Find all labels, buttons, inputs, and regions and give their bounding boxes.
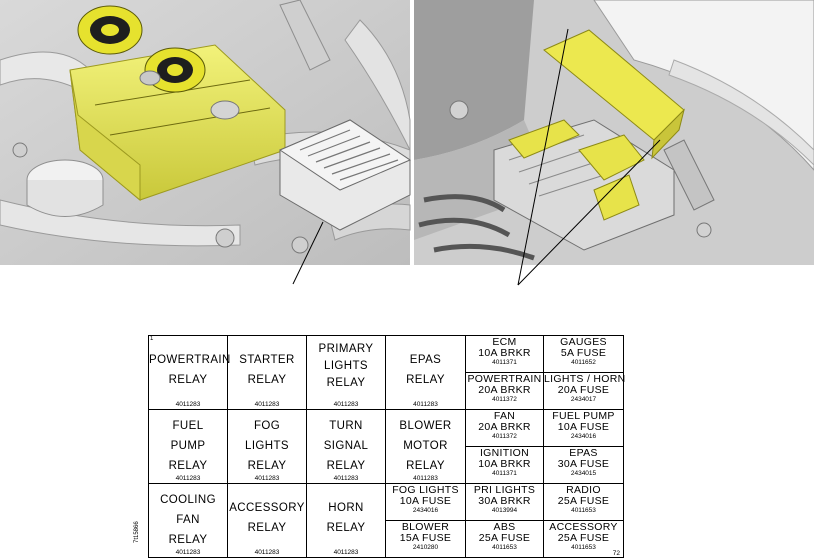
relay-label-line: RELAY — [326, 522, 366, 534]
relay-label-line: FAN — [176, 514, 200, 526]
relay-label-line: RELAY — [406, 374, 445, 386]
fuse-rating: 20A BRKR — [478, 421, 531, 433]
callout-line-fuse-box — [293, 222, 323, 284]
fuse-name: POWERTRAIN — [467, 373, 542, 385]
part-number: 2434016 — [570, 433, 597, 440]
gauges-fuse-cell — [544, 336, 624, 373]
fuse-name: RADIO — [566, 484, 601, 496]
relay-label-line: STARTER — [239, 354, 295, 366]
fuse-name: ABS — [493, 521, 516, 533]
ecm-fuse-cell — [466, 336, 544, 373]
relay-label-line: PUMP — [170, 440, 206, 452]
vertical-code: 7t15866 — [134, 521, 140, 543]
fuse-name: ACCESSORY — [549, 521, 618, 533]
part-number: 4011653 — [492, 544, 517, 551]
relay-label-line: RELAY — [326, 460, 366, 472]
relay-label-line: EPAS — [409, 354, 442, 366]
turn-signal-relay-cell — [307, 410, 386, 484]
fuel-pump-relay-cell — [149, 410, 228, 484]
relay-label-line: RELAY — [247, 374, 287, 386]
fuse-name: FAN — [493, 410, 516, 422]
part-number: 2434015 — [570, 470, 597, 477]
fuse-name: LIGHTS / HORN — [544, 373, 626, 385]
part-number: 4011371 — [492, 359, 517, 366]
horn-relay-cell — [307, 484, 386, 558]
fuse-name: FUEL PUMP — [552, 410, 615, 422]
part-number: 2410280 — [412, 544, 439, 551]
relay-label-line: COOLING — [160, 494, 216, 506]
relay-label-line: RELAY — [247, 460, 287, 472]
fuse-box-label — [134, 335, 626, 558]
relay-label-line: RELAY — [168, 534, 208, 546]
primary-lights-relay-cell — [307, 336, 386, 410]
relay-label-line: LIGHTS — [324, 360, 368, 372]
relay-label-line: POWERTRAIN — [149, 354, 231, 366]
fog-lights-fuse-cell — [386, 484, 466, 521]
fuse-rating: 15A FUSE — [399, 532, 452, 544]
ignition-breaker-cell — [466, 447, 544, 484]
part-number: 4011372 — [492, 396, 517, 403]
fuse-rating: 5A FUSE — [560, 347, 607, 359]
relay-label-line: SIGNAL — [323, 440, 369, 452]
part-number: 4011283 — [175, 401, 201, 408]
relay-label-line: PRIMARY — [318, 343, 374, 355]
accessory-fuse-cell — [544, 521, 624, 558]
starter-relay-cell — [228, 336, 307, 410]
part-number: 4011372 — [492, 433, 517, 440]
pri-lights-breaker-cell — [466, 484, 544, 521]
relay-label-line: RELAY — [326, 377, 366, 389]
epas-fuse-cell — [544, 447, 624, 484]
corner-mark: 1 — [150, 336, 154, 342]
relay-label-line: RELAY — [247, 522, 287, 534]
part-number: 4011283 — [254, 401, 280, 408]
part-number: 4011371 — [492, 470, 517, 477]
part-number: 2434016 — [412, 507, 439, 514]
part-number: 2434017 — [570, 396, 597, 403]
relay-label-line: FUEL — [172, 420, 204, 432]
fog-lights-relay-cell — [228, 410, 307, 484]
accessory-relay-cell — [228, 484, 307, 558]
tail-mark: 72 — [612, 550, 620, 557]
part-number: 4013994 — [491, 507, 518, 514]
part-number: 4011283 — [175, 475, 201, 482]
relay-label-line: HORN — [328, 502, 364, 514]
fuse-rating: 10A FUSE — [557, 421, 610, 433]
part-number: 4011283 — [333, 475, 359, 482]
part-number: 4011283 — [254, 549, 280, 556]
part-number: 4011653 — [571, 507, 596, 514]
relay-label-line: FOG — [253, 420, 281, 432]
lights-horn-fuse-cell — [544, 373, 624, 410]
fuse-rating: 30A BRKR — [478, 495, 531, 507]
fuse-name: EPAS — [569, 447, 598, 459]
relay-label-line: ACCESSORY — [229, 502, 305, 514]
part-number: 4011283 — [175, 549, 201, 556]
relay-label-line: BLOWER — [399, 420, 452, 432]
blower-motor-relay-cell — [386, 410, 466, 484]
radio-fuse-cell — [544, 484, 624, 521]
part-number: 4011652 — [571, 359, 596, 366]
abs-fuse-cell — [466, 521, 544, 558]
relay-label-line: RELAY — [168, 374, 208, 386]
fuel-pump-fuse-cell — [544, 410, 624, 447]
blower-fuse-cell — [386, 521, 466, 558]
relay-label-line: RELAY — [406, 460, 445, 472]
part-number: 4011283 — [254, 475, 280, 482]
powertrain-relay-cell — [149, 336, 231, 410]
fuse-rating: 25A FUSE — [557, 532, 610, 544]
fuse-name: GAUGES — [560, 336, 607, 348]
fuse-rating: 10A FUSE — [399, 495, 452, 507]
relay-label-line: TURN — [329, 420, 363, 432]
powertrain-breaker-cell — [466, 373, 544, 410]
callout-line-relays — [518, 140, 660, 285]
callout-line-cover — [518, 29, 568, 285]
fuse-name: IGNITION — [479, 447, 530, 459]
relay-label-line: RELAY — [168, 460, 208, 472]
fuse-name: ECM — [492, 336, 517, 348]
part-number: 4011283 — [333, 549, 359, 556]
part-number: 4011653 — [571, 544, 596, 551]
cooling-fan-relay-cell — [134, 484, 228, 558]
part-number: 4011283 — [333, 401, 359, 408]
epas-relay-cell — [386, 336, 466, 410]
fuse-rating: 30A FUSE — [557, 458, 610, 470]
fuse-rating: 25A FUSE — [478, 532, 531, 544]
fan-breaker-cell — [466, 410, 544, 447]
fuse-rating: 20A FUSE — [557, 384, 610, 396]
fuse-name: PRI LIGHTS — [473, 484, 536, 496]
relay-label-line: LIGHTS — [245, 440, 289, 452]
part-number: 4011283 — [413, 401, 438, 408]
fuse-rating: 10A BRKR — [478, 458, 531, 470]
fuse-name: FOG LIGHTS — [392, 484, 459, 496]
fuse-rating: 20A BRKR — [478, 384, 531, 396]
relay-label-line: MOTOR — [403, 440, 448, 452]
fuse-rating: 10A BRKR — [478, 347, 531, 359]
fuse-name: BLOWER — [401, 521, 450, 533]
fuse-rating: 25A FUSE — [557, 495, 610, 507]
part-number: 4011283 — [413, 475, 438, 482]
